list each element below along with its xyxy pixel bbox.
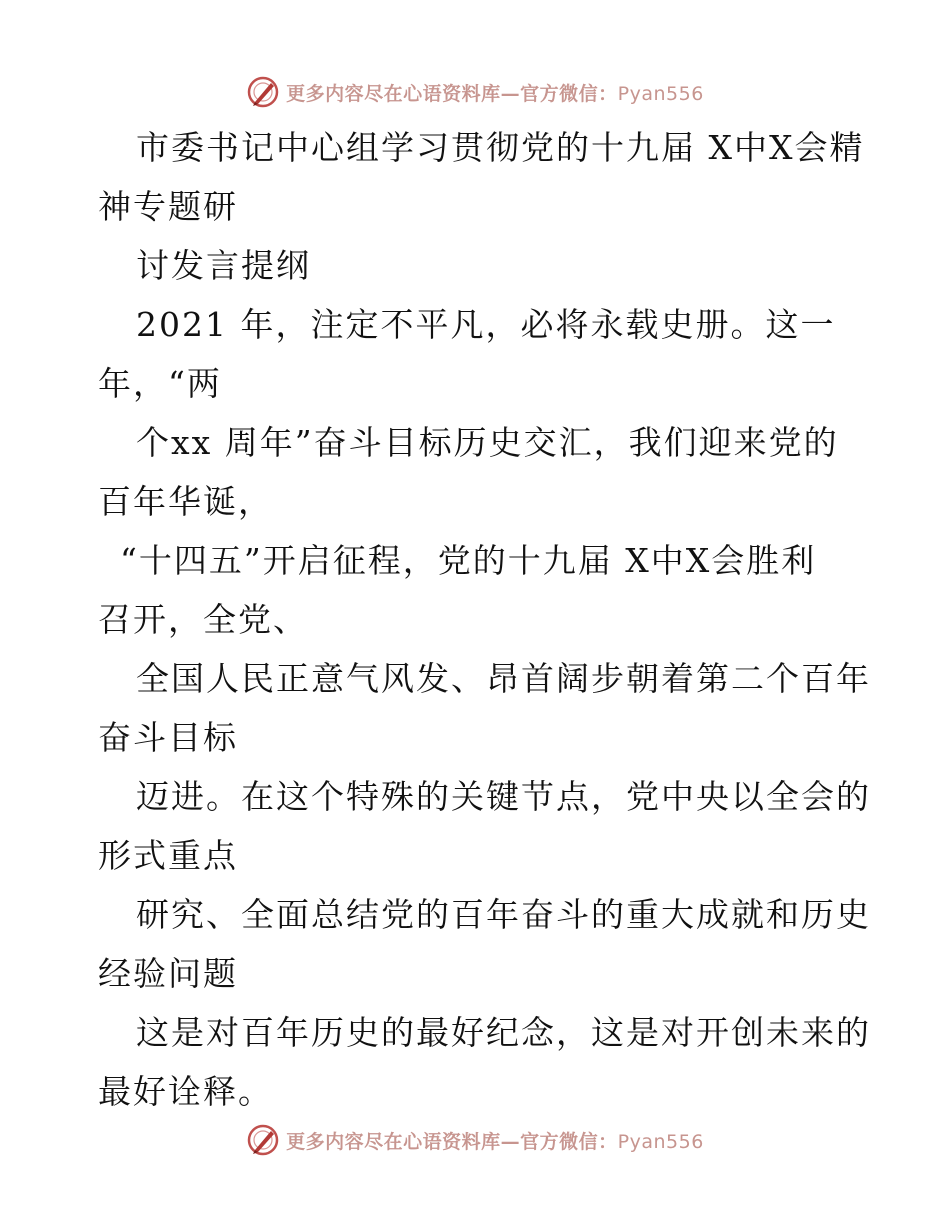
- doc-line: 这是对百年历史的最好纪念，这是对开创未来的: [136, 1013, 871, 1052]
- doc-line: 最好诠释。: [98, 1072, 273, 1111]
- doc-line: 市委书记中心组学习贯彻党的十九届 X中X会精: [136, 128, 865, 167]
- doc-line: 百年华诞，: [98, 482, 273, 521]
- watermark-wechat-id: Pyan556: [617, 82, 704, 105]
- doc-line: 奋斗目标: [98, 718, 238, 757]
- doc-line: 讨发言提纲: [136, 246, 311, 285]
- doc-line: “十四五”开启征程，党的十九届 X中X会胜利: [120, 541, 817, 580]
- watermark-text: 更多内容尽在心语资料库—官方微信：Pyan556: [286, 1130, 704, 1153]
- header-watermark: [0, 72, 950, 112]
- doc-line: 研究、全面总结党的百年奋斗的重大成就和历史: [136, 895, 871, 934]
- doc-line: 经验问题: [98, 954, 238, 993]
- doc-line: 年，“两: [98, 364, 222, 403]
- doc-line: 召开，全党、: [98, 600, 308, 639]
- doc-line: 2021 年，注定不平凡，必将永载史册。这一: [136, 305, 836, 344]
- watermark-text: 更多内容尽在心语资料库—官方微信：Pyan556: [286, 82, 704, 105]
- doc-line: 形式重点: [98, 836, 238, 875]
- doc-line: 全国人民正意气风发、昂首阔步朝着第二个百年: [136, 659, 871, 698]
- pen-seal-logo-icon: [246, 1123, 280, 1157]
- doc-line: 个xx 周年”奋斗目标历史交汇，我们迎来党的: [136, 423, 839, 462]
- pen-seal-logo-icon: [246, 75, 280, 109]
- doc-line: 神专题研: [98, 187, 238, 226]
- watermark-wechat-id: Pyan556: [617, 1130, 704, 1153]
- document-body: [98, 118, 871, 1121]
- footer-watermark: [0, 1120, 950, 1160]
- doc-line: 迈进。在这个特殊的关键节点，党中央以全会的: [136, 777, 871, 816]
